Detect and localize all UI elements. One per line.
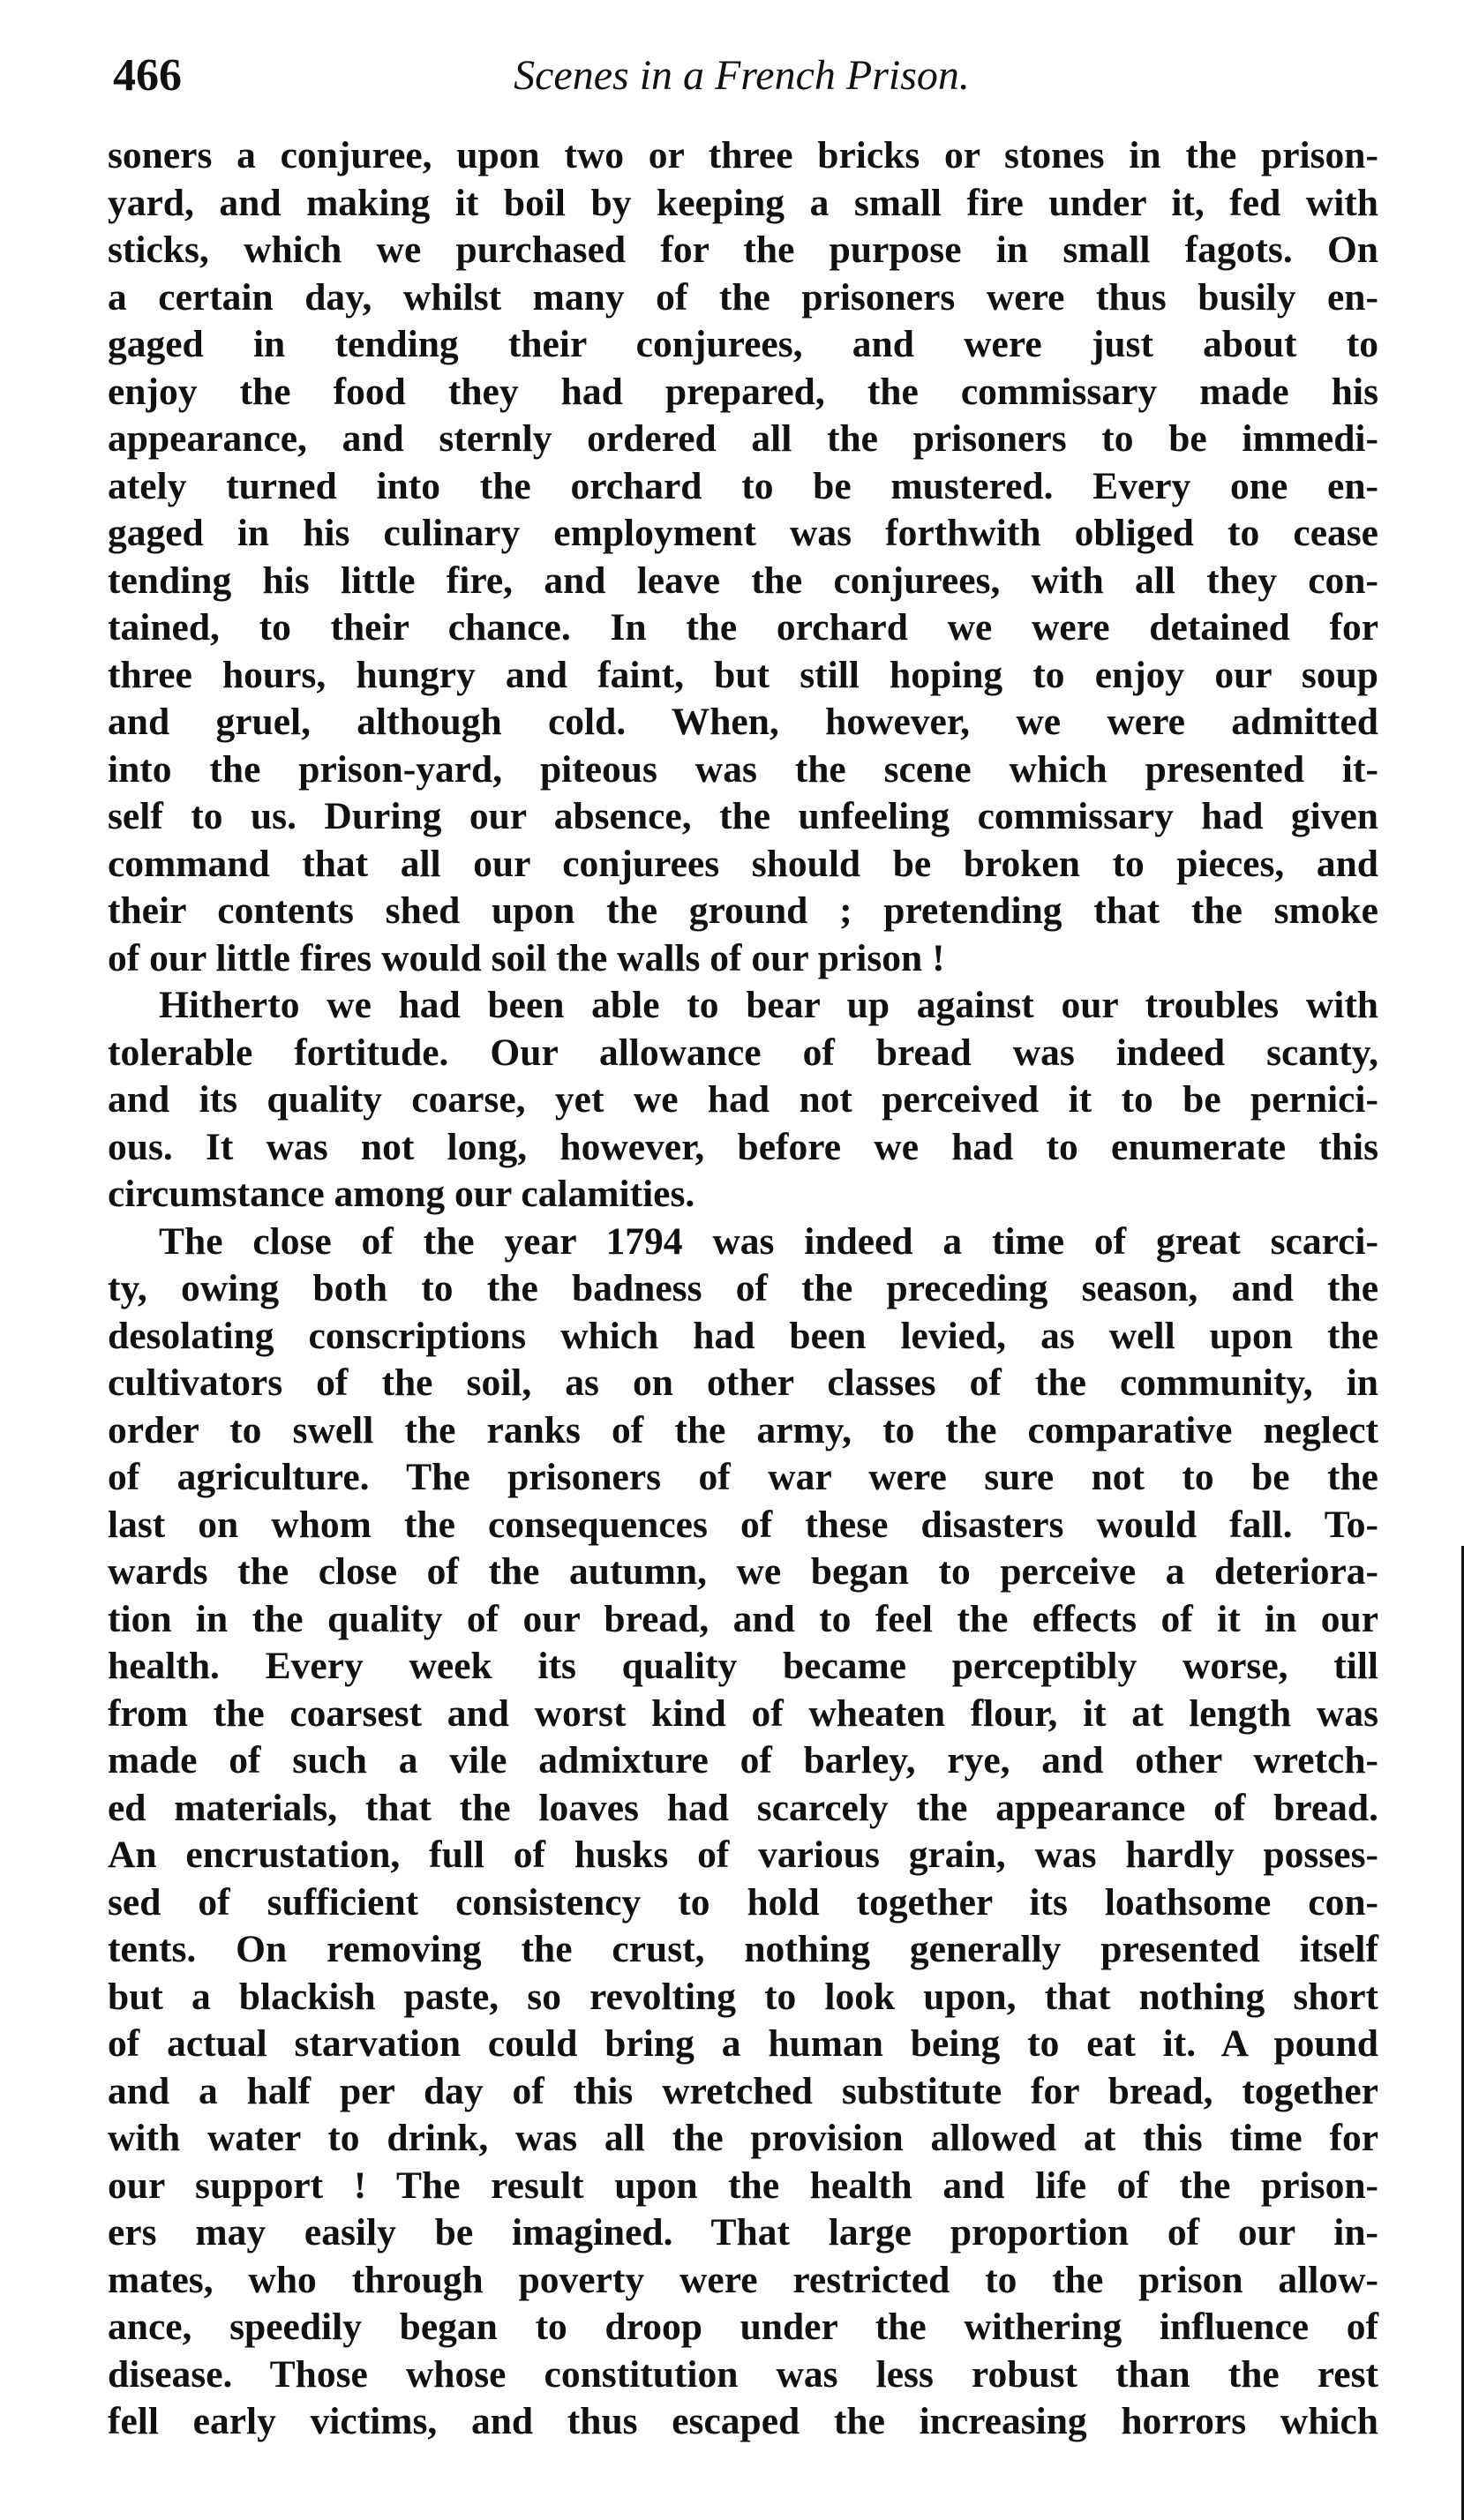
text-line: tolerable fortitude. Our allowance of bread was indeed scanty,	[108, 1031, 1378, 1074]
text-line: their contents shed upon the ground ; pretending that the smoke	[108, 889, 1378, 932]
text-line: tents. On removing the crust, nothing generally presented itself	[108, 1928, 1378, 1970]
paragraph-first-line: Hitherto we had been able to bear up against our troubles with	[159, 984, 1378, 1026]
text-line: An encrustation, full of husks of various grain, was hardly posses-	[108, 1834, 1378, 1876]
text-line: sticks, which we purchased for the purpose in small fagots. On	[108, 229, 1378, 271]
text-line: desolating conscriptions which had been levied, as well upon the	[108, 1314, 1378, 1357]
text-line: ty, owing both to the badness of the preceding season, and the	[108, 1267, 1378, 1309]
text-line: gaged in tending their conjurees, and were just about to	[108, 323, 1378, 365]
text-line: soners a conjuree, upon two or three bricks or stones in the prison-	[108, 134, 1378, 176]
text-line: and its quality coarse, yet we had not perceived it to be pernici-	[108, 1078, 1378, 1121]
page-number: 466	[113, 50, 182, 101]
text-line: three hours, hungry and faint, but still hoping to enjoy our soup	[108, 653, 1378, 696]
text-line: yard, and making it boil by keeping a small fire under it, fed with	[108, 181, 1378, 224]
text-line: ers may easily be imagined. That large proportion of our in-	[108, 2211, 1378, 2254]
running-head	[104, 41, 1379, 111]
running-title: Scenes in a French Prison.	[514, 52, 970, 99]
text-line: with water to drink, was all the provision allowed at this time for	[108, 2117, 1378, 2159]
text-line: a certain day, whilst many of the prisoners were thus busily en-	[108, 275, 1378, 319]
text-line: ed materials, that the loaves had scarcely the appearance of bread.	[108, 1786, 1378, 1829]
text-line: tion in the quality of our bread, and to feel the effects of it in our	[108, 1597, 1378, 1640]
text-line: health. Every week its quality became perceptibly worse, till	[108, 1645, 1378, 1687]
text-line: tending his little fire, and leave the conjurees, with all they con-	[108, 559, 1378, 602]
text-line: our support ! The result upon the health and life of the prison-	[108, 2164, 1378, 2207]
text-line: appearance, and sternly ordered all the prisoners to be immedi-	[108, 417, 1378, 460]
text-line: made of such a vile admixture of barley, rye, and other wretch-	[108, 1739, 1378, 1781]
text-line: into the prison-yard, piteous was the scene which presented it-	[108, 747, 1378, 791]
text-line: and gruel, although cold. When, however, we were admitted	[108, 701, 1378, 743]
text-line: cultivators of the soil, as on other classes of the community, in	[108, 1361, 1378, 1404]
text-line: disease. Those whose constitution was less robust than the rest	[108, 2352, 1378, 2396]
text-line: gaged in his culinary employment was forthwith obliged to cease	[108, 512, 1378, 554]
text-line: but a blackish paste, so revolting to look upon, that nothing short	[108, 1975, 1378, 2018]
paragraph-first-line: The close of the year 1794 was indeed a time of great scarci-	[159, 1219, 1378, 1263]
text-line: of our little fires would soil the walls of our prison !	[108, 936, 945, 979]
text-line: fell early victims, and thus escaped the increasing horrors which	[108, 2400, 1378, 2442]
text-line: circumstance among our calamities.	[108, 1173, 695, 1215]
text-line: last on whom the consequences of these disasters would fall. To-	[108, 1503, 1378, 1546]
text-line: of agriculture. The prisoners of war were sure not to be the	[108, 1456, 1378, 1498]
text-line: order to swell the ranks of the army, to the comparative neglect	[108, 1408, 1378, 1451]
text-line: wards the close of the autumn, we began to perceive a deteriora-	[108, 1550, 1378, 1593]
text-line: ous. It was not long, however, before we had to enumerate this	[108, 1125, 1378, 1168]
text-line: self to us. During our absence, the unfeeling commissary had given	[108, 795, 1378, 837]
text-line: mates, who through poverty were restricted to the prison allow-	[108, 2258, 1378, 2301]
text-line: and a half per day of this wretched substitute for bread, together	[108, 2069, 1378, 2112]
text-line: sed of sufficient consistency to hold together its loathsome con-	[108, 1880, 1378, 1924]
text-line: from the coarsest and worst kind of wheaten flour, it at length was	[108, 1691, 1378, 1735]
text-line: ately turned into the orchard to be mustered. Every one en-	[108, 464, 1378, 507]
body-text	[108, 132, 1378, 2446]
text-line: tained, to their chance. In the orchard we were detained for	[108, 606, 1378, 649]
text-line: enjoy the food they had prepared, the commissary made his	[108, 370, 1378, 413]
text-line: ance, speedily began to droop under the withering influence of	[108, 2306, 1378, 2348]
text-line: command that all our conjurees should be broken to pieces, and	[108, 842, 1378, 885]
text-line: of actual starvation could bring a human being to eat it. A pound	[108, 2022, 1378, 2065]
